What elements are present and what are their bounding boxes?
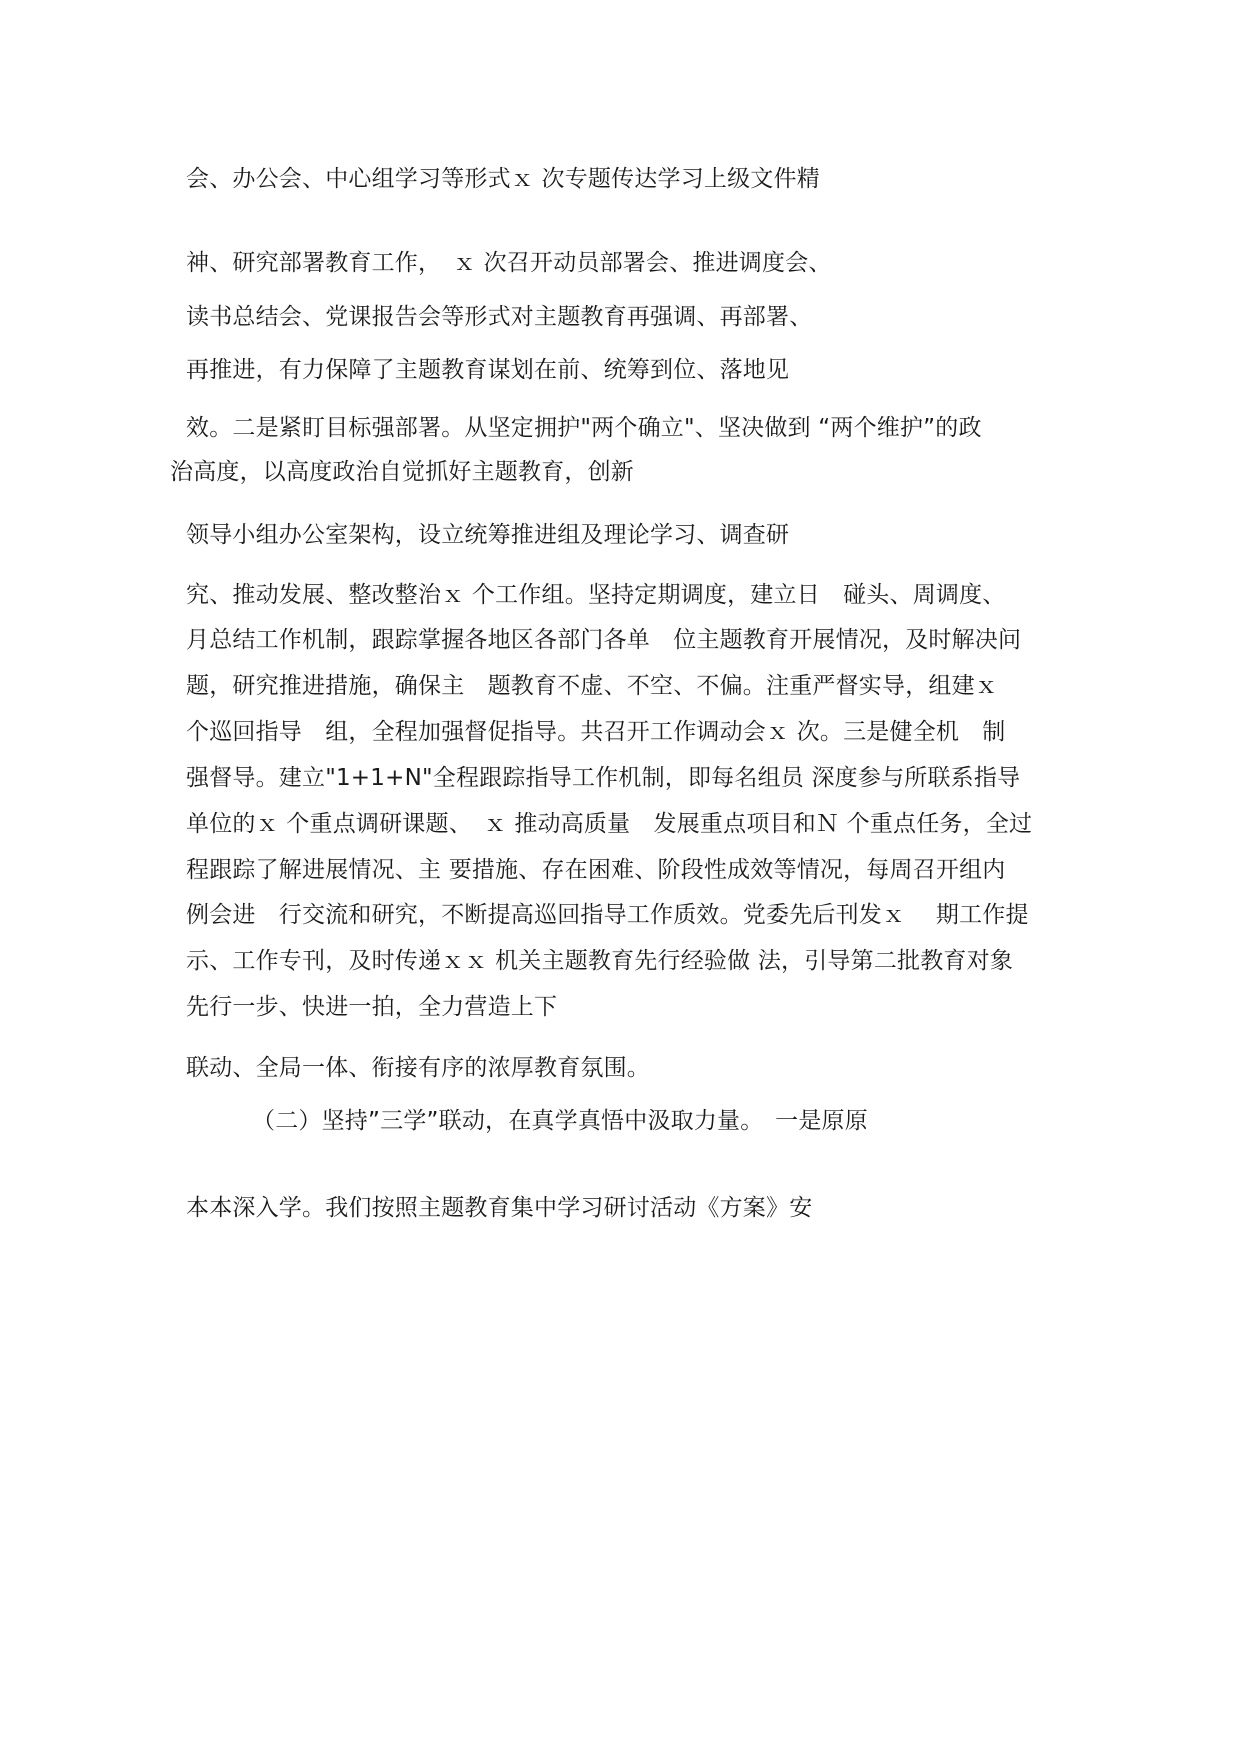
- text-line: 单位的ｘ 个重点调研课题、 ｘ 推动高质量 发展重点项目和Ｎ 个重点任务，全过: [186, 811, 1033, 837]
- text-line: 强督导。建立"1+1+N"全程跟踪指导工作机制，即每名组员 深度参与所联系指导: [186, 765, 1021, 791]
- text-line: 示、工作专刊，及时传递ｘｘ 机关主题教育先行经验做 法，引导第二批教育对象: [186, 948, 1014, 974]
- text-line: 个巡回指导 组，全程加强督促指导。共召开工作调动会ｘ 次。三是健全机 制: [186, 719, 1006, 745]
- text-line: 领导小组办公室架构，设立统筹推进组及理论学习、调查研: [186, 522, 790, 548]
- text-line: 再推进，有力保障了主题教育谋划在前、统筹到位、落地见: [186, 357, 790, 383]
- section-heading: （二）坚持”三学”联动，在真学真悟中汲取力量。 一是原原: [252, 1108, 868, 1134]
- text-line: 究、推动发展、整改整治ｘ 个工作组。坚持定期调度，建立日 碰头、周调度、: [186, 582, 1006, 608]
- text-line: 读书总结会、党课报告会等形式对主题教育再强调、再部署、: [186, 304, 813, 330]
- text-line: 月总结工作机制，跟踪掌握各地区各部门各单 位主题教育开展情况，及时解决问: [186, 627, 1022, 653]
- text-line: 效。二是紧盯目标强部署。从坚定拥护"两个确立"、坚决做到 “两个维护”的政: [186, 415, 982, 441]
- text-line: 治高度，以高度政治自觉抓好主题教育，创新: [170, 459, 634, 485]
- text-line: 例会进 行交流和研究，不断提高巡回指导工作质效。党委先后刊发ｘ 期工作提: [186, 902, 1029, 928]
- text-line: 先行一步、快进一拍，全力营造上下: [186, 994, 558, 1020]
- text-line: 题，研究推进措施，确保主 题教育不虚、不空、不偏。注重严督实导，组建ｘ: [186, 673, 998, 699]
- text-line: 程跟踪了解进展情况、主 要措施、存在困难、阶段性成效等情况，每周召开组内: [186, 857, 1006, 883]
- text-line: 本本深入学。我们按照主题教育集中学习研讨活动《方案》安: [186, 1195, 813, 1221]
- text-line: 神、研究部署教育工作， ｘ 次召开动员部署会、推进调度会、: [186, 250, 832, 276]
- text-line: 联动、全局一体、衔接有序的浓厚教育氛围。: [186, 1055, 650, 1081]
- text-line: 会、办公会、中心组学习等形式ｘ 次专题传达学习上级文件精: [186, 166, 820, 192]
